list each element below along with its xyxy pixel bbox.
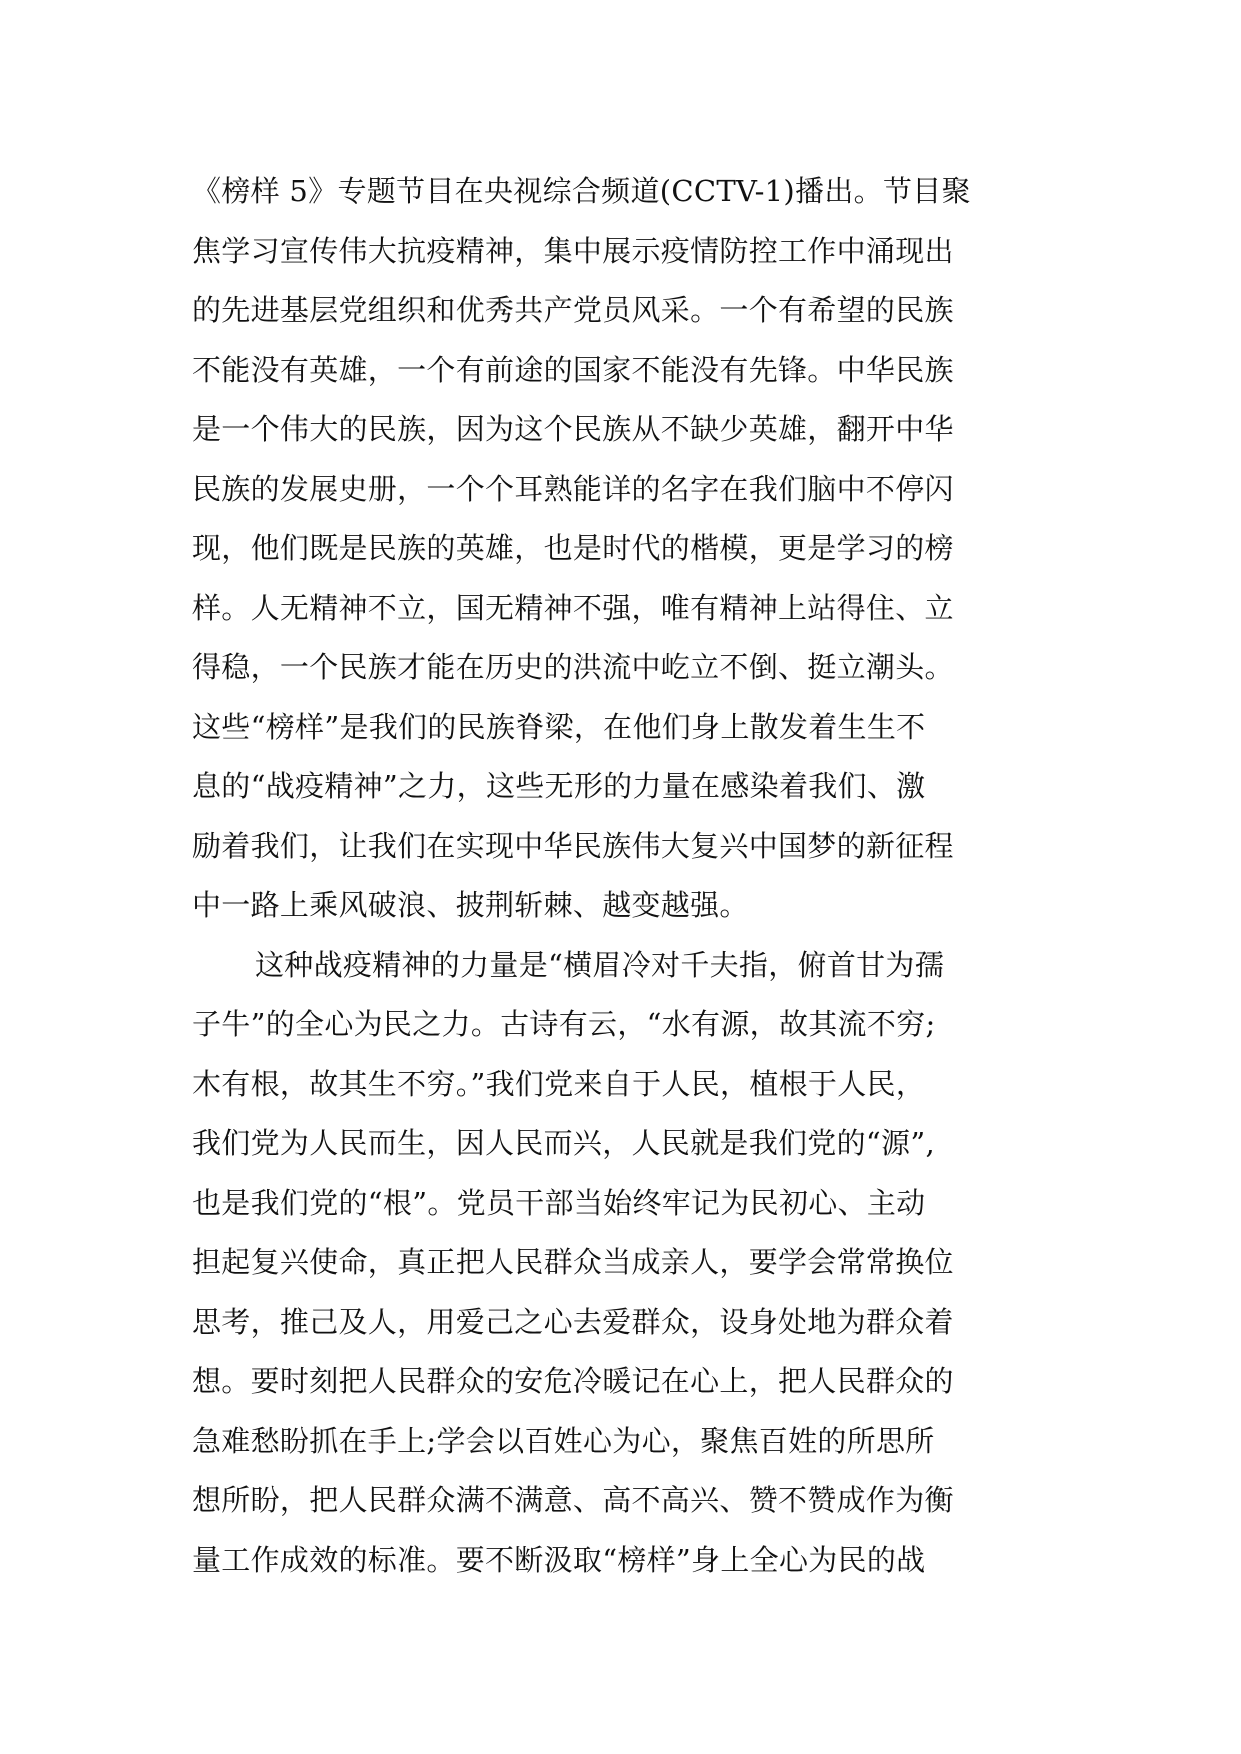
text-line: 我们党为人民而生，因人民而兴，人民就是我们党的“源”, [192,1126,935,1160]
text-line: 思考，推己及人，用爱己之心去爱群众，设身处地为群众着 [192,1304,954,1339]
text-line: 这些“榜样”是我们的民族脊梁，在他们身上散发着生生不 [192,709,926,744]
text-line: 也是我们党的“根”。党员干部当始终牢记为民初心、主动 [192,1185,926,1220]
body-text [192,162,1062,1590]
text-line: 焦学习宣传伟大抗疫精神，集中展示疫情防控工作中涌现出 [192,233,954,268]
text-line: 的先进基层党组织和优秀共产党员风采。一个有希望的民族 [192,293,954,327]
text-line: 不能没有英雄，一个有前途的国家不能没有先锋。中华民族 [192,352,954,387]
text-line: 担起复兴使命，真正把人民群众当成亲人，要学会常常换位 [192,1245,954,1279]
text-line: 想所盼，把人民群众满不满意、高不高兴、赞不赞成作为衡 [192,1483,954,1517]
text-line: 样。人无精神不立，国无精神不强，唯有精神上站得住、立 [192,590,954,625]
text-line: 《榜样 5》专题节目在央视综合频道(CCTV-1)播出。节目聚 [192,174,971,208]
text-line: 量工作成效的标准。要不断汲取“榜样”身上全心为民的战 [192,1542,926,1577]
text-line: 民族的发展史册，一个个耳熟能详的名字在我们脑中不停闪 [192,471,954,506]
text-line: 急难愁盼抓在手上;学会以百姓心为心，聚焦百姓的所思所 [192,1423,935,1458]
text-line: 中一路上乘风破浪、披荆斩棘、越变越强。 [192,888,749,922]
paragraph-1 [192,162,1062,936]
text-line: 木有根，故其生不穷。”我们党来自于人民，植根于人民， [192,1066,926,1101]
text-line: 想。要时刻把人民群众的安危冷暖记在心上，把人民群众的 [192,1364,954,1398]
text-line: 这种战疫精神的力量是“横眉冷对千夫指，俯首甘为孺 [255,947,945,982]
paragraph-2 [192,936,1062,1591]
text-line: 是一个伟大的民族，因为这个民族从不缺少英雄，翻开中华 [192,412,954,446]
text-line: 子牛”的全心为民之力。古诗有云，“水有源，故其流不穷; [192,1007,936,1041]
text-line: 励着我们，让我们在实现中华民族伟大复兴中国梦的新征程 [192,828,954,863]
text-line: 息的“战疫精神”之力，这些无形的力量在感染着我们、激 [192,769,926,803]
text-line: 现，他们既是民族的英雄，也是时代的楷模，更是学习的榜 [192,531,954,565]
text-line: 得稳，一个民族才能在历史的洪流中屹立不倒、挺立潮头。 [192,650,954,684]
